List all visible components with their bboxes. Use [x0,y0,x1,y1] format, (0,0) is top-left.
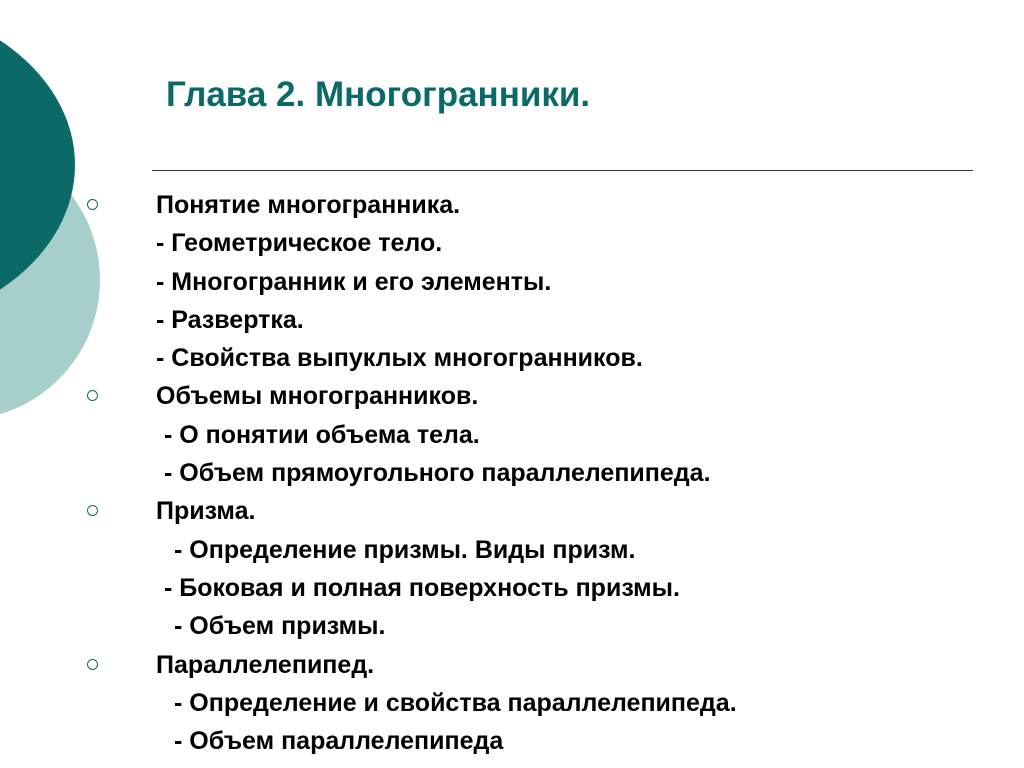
list-item [0,492,1024,530]
list-item-text: - Объем призмы. [174,612,386,641]
list-item-text: Призма. [156,497,256,526]
list-item [0,646,1024,684]
list-item [0,684,1024,722]
list-item [0,569,1024,607]
list-item [0,722,1024,760]
list-item [0,377,1024,415]
list-item [0,531,1024,569]
list-item-text: - Объем прямоугольного параллелепипеда. [164,459,711,488]
list-item [0,454,1024,492]
list-item [0,607,1024,645]
list-item-text: - Боковая и полная поверхность призмы. [164,573,680,602]
slide-content [0,186,1024,760]
circle-bullet-icon [87,390,98,401]
circle-bullet-icon [87,199,98,210]
list-item-text: - Свойства выпуклых многогранников. [156,344,643,373]
list-item [0,263,1024,301]
circle-bullet-icon [87,659,98,670]
list-item [0,301,1024,339]
list-item-text: Понятие многогранника. [156,191,461,219]
list-item-text: - Определение и свойства параллелепипеда. [174,688,737,717]
list-item-text: - Определение призмы. Виды призм. [174,535,636,564]
list-item-text: Параллелепипед. [156,650,375,679]
list-item-text: - Геометрическое тело. [156,229,443,258]
circle-bullet-icon [87,505,98,516]
list-item-text: - О понятии объема тела. [164,420,480,449]
slide-title: Глава 2. Многогранники. [166,75,591,114]
title-divider [152,170,973,171]
list-item [0,339,1024,377]
list-item-text: - Многогранник и его элементы. [156,267,552,296]
list-item [0,416,1024,454]
list-item [0,224,1024,262]
list-item-text: Объемы многогранников. [156,382,479,411]
list-item-text: - Объем параллелепипеда [174,727,504,756]
list-item [0,186,1024,224]
list-item-text: - Развертка. [156,305,304,334]
